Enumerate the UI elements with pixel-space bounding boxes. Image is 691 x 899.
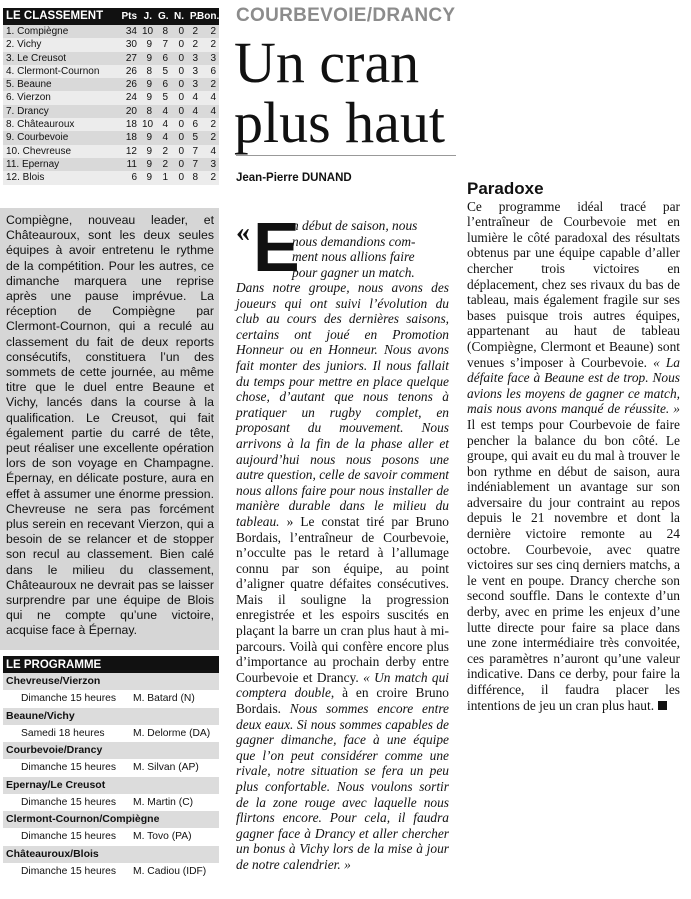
intro-text: Compiègne, nouveau leader, et Châteauroux, sont les deux seules équipes à avoir entretenu le rythme de la compétition. Pour les autres, ce dimanche marquera une reprise après une pause imprévue. La réception de Compiègne par Clermont-Cournon, qui a reculé au classement du fait de deux reports consécutifs, constituera l’un des sommets de cette journée, au même titre que le duel entre Beaune et Vichy, lancés dans la course à la qualification. Le Creusot, qui fait également partie du carré de tête, peut réaliser une excellente opération lors de son voyage en Champagne. Épernay, en délicate posture, aura en effet à assumer une énorme pression. Chevreuse ne sera pas forcément plus serein en recevant Vierzon, qui a besoin de se relancer et de stopper son recul au classement. Bien calé dans le milieu du classement, Châteauroux ne devrait pas se laisser surprendre par une équipe de Blois qui ne compte qu’une victoire, acquise face à Épernay. [0, 208, 219, 650]
standings-row [3, 38, 219, 51]
standings-cell-n: 0 [178, 65, 184, 77]
standings-table [3, 8, 219, 185]
standings-row [3, 131, 219, 144]
standings-cell-bon: 6 [210, 65, 216, 77]
standings-cell-p: 4 [192, 105, 198, 117]
standings-cell-team: 4. Clermont-Cournon [6, 65, 100, 77]
standings-cell-j: 9 [146, 145, 152, 157]
programme-match: Clermont-Cournon/Compiègne [3, 811, 219, 828]
programme-match: Epernay/Le Creusot [3, 777, 219, 794]
programme-info [3, 759, 219, 777]
standings-cell-n: 0 [178, 158, 184, 170]
standings-cell-p: 2 [192, 26, 198, 37]
standings-cell-p: 2 [192, 39, 198, 51]
programme-match: Châteauroux/Blois [3, 846, 219, 863]
subheading: Paradoxe [467, 179, 544, 198]
programme-time: Dimanche 15 heures [21, 831, 117, 842]
standings-cell-n: 0 [178, 79, 184, 91]
programme-referee: M. Silvan (AP) [133, 762, 199, 773]
programme-referee: M. Batard (N) [133, 693, 195, 704]
open-quote: « [236, 217, 250, 248]
standings-cell-team: 5. Beaune [6, 79, 52, 91]
standings-cell-g: 8 [162, 26, 168, 37]
standings-cell-n: 0 [178, 52, 184, 64]
dropcap-block [236, 208, 449, 286]
standings-cell-p: 3 [192, 79, 198, 91]
col-n: N. [174, 11, 184, 22]
standings-cell-g: 4 [162, 119, 168, 131]
standings-cell-p: 3 [192, 52, 198, 64]
standings-cell-team: 6. Vierzon [6, 92, 51, 104]
standings-cell-g: 4 [162, 105, 168, 117]
standings-cell-pts: 34 [125, 26, 137, 37]
programme-time: Dimanche 15 heures [21, 693, 117, 704]
programme-info [3, 725, 219, 743]
standings-title: LE CLASSEMENT [6, 10, 104, 22]
programme-time: Samedi 18 heures [21, 727, 105, 739]
standings-cell-p: 5 [192, 132, 198, 144]
standings-cell-j: 10 [142, 119, 154, 131]
programme-match: Courbevoie/Drancy [3, 742, 219, 759]
standings-cell-pts: 18 [125, 132, 137, 144]
standings-cell-j: 10 [142, 26, 154, 37]
byline: Jean-Pierre DUNAND [236, 172, 352, 184]
programme-match: Beaune/Vichy [3, 708, 219, 725]
article-kicker: COURBEVOIE/DRANCY [236, 5, 456, 26]
body-text-1: Le constat tiré par Bruno Bordais, l’entraîneur de Courbevoie, n’occulte pas le retard à l’allumage connu par son équipe, au point d’aligner quatre défaites consécutives. Mais il souligne la progression enregistrée et les espoirs suscités en plaçant la barre un cran plus haut à mi-parcours. Voilà qui confère encore plus d’importance au prochain derby entre Courbevoie et Drancy. [236, 513, 449, 685]
standings-cell-g: 1 [162, 172, 168, 184]
dropcap-line-1: n début de saison, nous [292, 218, 418, 233]
programme-info [3, 794, 219, 812]
standings-cell-pts: 30 [125, 39, 137, 51]
standings-row [3, 145, 219, 158]
standings-cell-pts: 6 [131, 172, 137, 184]
standings-row [3, 158, 219, 171]
standings-cell-pts: 27 [125, 52, 137, 64]
standings-cell-bon: 3 [210, 52, 216, 64]
standings-cell-bon: 2 [210, 26, 216, 37]
standings-cell-n: 0 [178, 119, 184, 131]
standings-cell-j: 9 [146, 158, 152, 170]
standings-cell-team: 9. Courbevoie [6, 132, 69, 144]
standings-cell-j: 9 [146, 132, 152, 144]
col-bon: Bon. [197, 11, 220, 22]
standings-cell-j: 9 [146, 39, 152, 51]
standings-cell-p: 7 [192, 145, 198, 157]
standings-cell-team: 2. Vichy [6, 39, 42, 51]
programme-referee: M. Cadiou (IDF) [133, 865, 207, 877]
standings-cell-p: 4 [192, 92, 198, 104]
standings-cell-p: 7 [192, 158, 198, 170]
programme-referee: M. Tovo (PA) [133, 831, 192, 842]
dropcap: E [253, 208, 300, 286]
standings-cell-g: 2 [162, 158, 168, 170]
standings-cell-pts: 11 [126, 158, 137, 170]
standings-cell-bon: 2 [210, 172, 216, 184]
standings-cell-team: 3. Le Creusot [6, 52, 67, 64]
article-body-right [467, 199, 680, 714]
quote-close-1: » [279, 513, 301, 529]
standings-row [3, 91, 219, 104]
quote-italic-4: « La défaite face à Beaune est de trop. Nous avions les moyens de gagner ce match, mais nous avons manqué de réussite. » [467, 354, 680, 417]
standings-row [3, 65, 219, 78]
standings-cell-g: 4 [162, 132, 168, 144]
standings-cell-g: 2 [162, 145, 168, 157]
standings-cell-j: 9 [146, 79, 152, 91]
standings-cell-p: 6 [192, 119, 198, 131]
standings-cell-g: 7 [162, 39, 168, 51]
dropcap-line-4: pour gagner un match. [292, 264, 415, 280]
standings-row [3, 171, 219, 184]
standings-cell-n: 0 [178, 92, 184, 104]
article-column-middle [236, 208, 449, 873]
standings-cell-team: 10. Chevreuse [6, 145, 72, 157]
programme-info [3, 690, 219, 708]
standings-cell-bon: 3 [210, 158, 216, 170]
article-body-middle [236, 280, 449, 873]
standings-row [3, 78, 219, 91]
standings-cell-n: 0 [178, 172, 184, 184]
end-mark-icon [658, 701, 667, 710]
programme-time: Dimanche 15 heures [21, 796, 117, 808]
programme-time: Dimanche 15 heures [21, 762, 117, 773]
standings-cell-team: 7. Drancy [6, 105, 49, 117]
col-pts: Pts [121, 11, 137, 22]
standings-cell-n: 0 [178, 39, 184, 51]
standings-cell-bon: 2 [210, 79, 216, 91]
standings-rows [3, 25, 219, 185]
standings-cell-g: 6 [162, 52, 168, 64]
standings-row [3, 52, 219, 65]
standings-cell-j: 8 [146, 105, 152, 117]
col-p: P. [189, 11, 198, 22]
col-j: J. [143, 11, 152, 22]
divider [236, 155, 456, 156]
programme-title: LE PROGRAMME [3, 656, 219, 673]
standings-cell-pts: 26 [125, 65, 137, 77]
programme-info [3, 863, 219, 881]
programme-info [3, 828, 219, 846]
standings-cell-bon: 2 [210, 39, 216, 51]
standings-row [3, 118, 219, 131]
standings-cell-j: 9 [146, 172, 152, 184]
programme-referee: M. Martin (C) [133, 796, 194, 808]
standings-cell-pts: 18 [125, 119, 137, 131]
body-text-3: Ce programme idéal tracé par l’entraîneur de Courbevoie met en lumière le côté paradoxal des résultats obtenus par une équipe capable d’aller chercher trois victoires en déplacement, chez ses rivaux du bas de tableau, mais également fragile sur ses bases puisque trois autres équipes, appartenant au haut de tableau (Compiègne, Clermont et Beaune) sont venues s’imposer à Courbevoie. [467, 198, 680, 370]
standings-cell-team: 11. Epernay [6, 158, 60, 170]
standings-row [3, 105, 219, 118]
programme-match: Chevreuse/Vierzon [3, 673, 219, 690]
standings-cell-j: 9 [146, 52, 152, 64]
standings-cell-pts: 20 [125, 105, 137, 117]
programme-list [3, 673, 219, 880]
standings-cell-n: 0 [178, 105, 184, 117]
quote-italic-2: « Un match qui comptera double [236, 669, 449, 701]
standings-cell-p: 3 [192, 65, 198, 77]
standings-cell-n: 0 [178, 26, 184, 37]
body-text-2: , à en croire Bruno Bordais. [236, 685, 449, 717]
standings-cell-j: 8 [146, 65, 152, 77]
body-text-4: Il est temps pour Courbevoie de faire pencher la balance du bon côté. Le groupe, qui avait eu du mal à trouver le bon rythme en début de saison, aura indéniablement un avantage sur son adversaire du jour contraint au repos depuis le 21 novembre et dont la dernière victoire remonte au 24 octobre. Courbevoie, avec quatre victoires sur ses cinq derniers matchs, a le vent en poupe. Drancy cherche son second souffle. Dans le contexte d’un derby, avec en prime les enjeux d’une lutte directe pour faire sa place dans une zone intermédiaire très convoitée, ces paramètres n’auront qu’une valeur indicative. Dans ce derby, pour faire la différence, il faudra placer les intentions de jeu un cran plus haut. [467, 416, 680, 713]
quote-italic-1: Dans notre groupe, nous avons des joueurs qui ont suivi l’évolution du club au cours des dernières saisons, certains ont joué en Promotion Honneur ou en Honneur. Nous avons fait monter des juniors. Il nous fallait du temps pour mettre en place quelque chose, d’autant que nous tenons à pratiquer un rugby complet, en proposant du mouvement. Nous arrivons à la fin de la phase aller et aujourd’hui nous nous posons une autre question, celle de savoir comment nous allons faire pour nous installer de manière durable dans le milieu du tableau. [236, 280, 449, 529]
programme [3, 656, 219, 880]
headline-line-2: plus haut [234, 90, 446, 155]
standings-cell-g: 5 [162, 92, 168, 104]
standings-cell-n: 0 [178, 132, 184, 144]
standings-cell-pts: 26 [125, 79, 137, 91]
standings-cell-team: 12. Blois [6, 172, 45, 184]
standings-cell-bon: 4 [210, 92, 216, 104]
standings-row [3, 25, 219, 38]
headline-line-1: Un cran [234, 30, 420, 95]
standings-cell-j: 9 [146, 92, 152, 104]
standings-cell-bon: 2 [210, 119, 216, 131]
dropcap-line-3: ment nous allions faire [292, 249, 415, 265]
article-headline [234, 30, 634, 155]
standings-cell-bon: 4 [210, 145, 216, 157]
standings-cell-bon: 2 [210, 132, 216, 144]
standings-cell-pts: 12 [125, 145, 137, 157]
standings-cell-g: 6 [162, 79, 168, 91]
standings-cell-team: 8. Châteauroux [6, 119, 75, 131]
col-g: G. [158, 11, 169, 22]
standings-cell-pts: 24 [125, 92, 137, 104]
standings-cell-n: 0 [178, 145, 184, 157]
quote-italic-3: Nous sommes encore entre deux eaux. Si nous sommes capables de gagner dimanche, face à une équipe que l’on peut considérer comme une rivale, notre situation se fera un peu plus confortable. Nous voulons sortir de la zone rouge avec laquelle nous flirtons encore. Pour cela, il faudra gagner face à Drancy et aller chercher un bonus à Vichy lors de la mise à jour de notre calendrier. » [236, 701, 449, 872]
article-column-right [467, 171, 680, 713]
dropcap-line-2: nous demandions com- [292, 233, 416, 249]
standings-cell-g: 5 [162, 65, 168, 77]
programme-time: Dimanche 15 heures [21, 865, 117, 877]
standings-cell-bon: 4 [210, 105, 216, 117]
sidebar [0, 0, 219, 899]
standings-cell-p: 8 [192, 172, 198, 184]
standings-cell-team: 1. Compiègne [6, 26, 69, 37]
standings-header [3, 8, 219, 25]
programme-referee: M. Delorme (DA) [133, 727, 211, 739]
